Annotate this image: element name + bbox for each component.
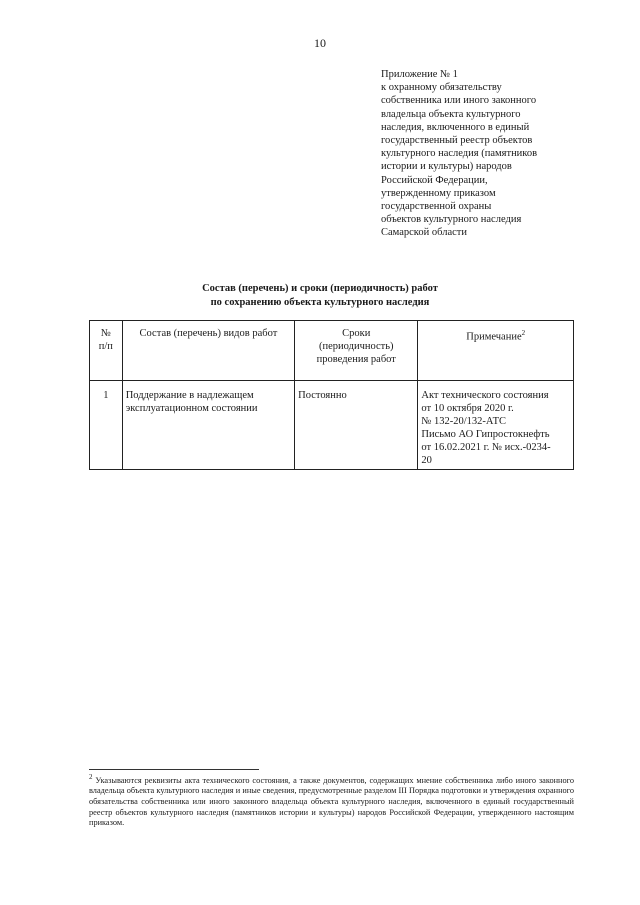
document-title [0,282,640,310]
cell-note-line: Письмо АО Гипростокнефть [421,429,550,440]
footnote-marker: 2 [89,773,93,781]
cell-terms: Постоянно [295,381,418,470]
appendix-line: Приложение № 1 [381,69,458,80]
appendix-line: наследия, включенного в единый [381,121,530,133]
appendix-line: к охранному обязательству [381,82,502,94]
cell-note-line: Акт технического состояния [421,390,549,401]
cell-note-line: 20 [421,455,432,466]
footnote-ref: 2 [521,329,526,337]
header-note-label: Примечание [466,331,522,343]
appendix-line: собственника или иного законного [381,95,537,107]
cell-note [418,381,574,470]
cell-number: 1 [90,381,123,470]
appendix-line: владельца объекта культурного [381,108,521,120]
appendix-line: культурного наследия (памятников [381,148,538,160]
title-line-2: по сохранению объекта культурного наследия [210,297,430,308]
header-terms-line: проведения работ [316,354,396,365]
header-terms-line: (периодичность) [319,341,394,352]
cell-note-line: № 132-20/132-АТС [421,416,507,427]
title-line-1: Состав (перечень) и сроки (периодичность) работ [202,283,438,294]
header-number-line: п/п [98,341,113,352]
footnote [89,772,574,829]
header-number-line: № [100,328,111,339]
page-number: 10 [314,36,326,50]
cell-works [122,381,294,470]
appendix-heading [381,68,611,240]
cell-works-line: Поддержание в надлежащем [125,390,254,401]
appendix-line: Самарской области [381,227,467,239]
appendix-line: утвержденному приказом [381,187,496,199]
works-table [89,320,574,470]
appendix-line: государственный реестр объектов [381,135,533,147]
appendix-line: Российской Федерации, [381,174,488,186]
cell-works-line: эксплуатационном состоянии [125,403,258,414]
table-row [90,381,574,470]
header-note [418,321,574,381]
appendix-line: объектов культурного наследия [381,214,522,226]
table-header-row [90,321,574,381]
header-number [90,321,123,381]
cell-note-line: от 10 октября 2020 г. [421,403,514,414]
appendix-line: истории и культуры) народов [381,161,512,173]
footnote-divider [89,769,259,770]
header-works: Состав (перечень) видов работ [122,321,294,381]
cell-note-line: от 16.02.2021 г. № исх.-0234- [421,442,551,453]
header-terms [295,321,418,381]
footnote-text: Указываются реквизиты акта технического состояния, а также документов, содержащих мнение собственника либо иного законного владельца объекта культурного наследия и иные сведения, предусмотренные разделом III Порядка подготовки и утверждения охранного обязательства собственника или иного законного владельца объекта культурного наследия, включенного в единый государственный реестр объектов культурного наследия (памятников истории и культуры) народов Российской Федерации, утвержденного настоящим приказом. [89,775,574,828]
header-terms-line: Сроки [342,328,371,339]
appendix-line: государственной охраны [381,201,492,213]
